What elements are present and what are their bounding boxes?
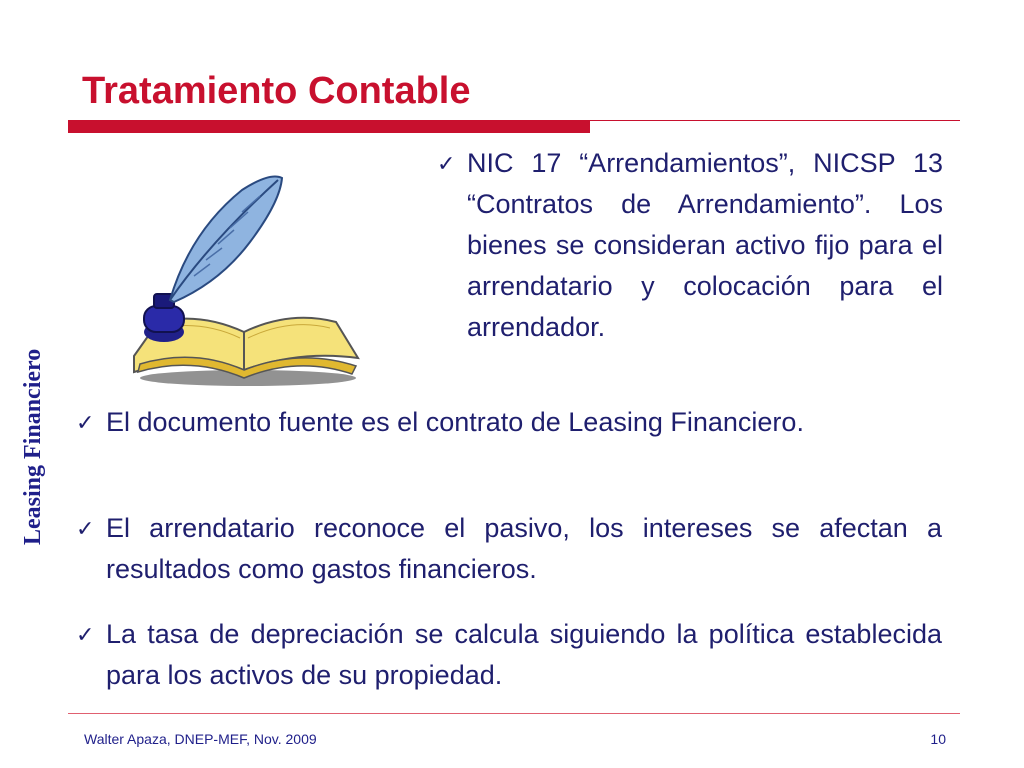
footer-divider bbox=[68, 713, 960, 714]
check-mark-icon: ✓ bbox=[76, 516, 95, 541]
check-mark-icon: ✓ bbox=[437, 151, 456, 176]
bullet-text: El documento fuente es el contrato de Leasing Financiero. bbox=[106, 407, 804, 437]
bullet-text: El arrendatario reconoce el pasivo, los intereses se afectan a resultados como gastos financieros. bbox=[106, 513, 942, 584]
bullet-item bbox=[437, 143, 943, 348]
bullet-item bbox=[76, 508, 942, 590]
check-mark-icon: ✓ bbox=[76, 410, 95, 435]
footer-author: Walter Apaza, DNEP-MEF, Nov. 2009 bbox=[84, 731, 317, 747]
slide-title: Tratamiento Contable bbox=[82, 70, 471, 112]
side-label-text: Leasing Financiero bbox=[20, 348, 46, 545]
quill-and-open-book-icon bbox=[130, 172, 366, 386]
check-mark-icon: ✓ bbox=[76, 622, 95, 647]
bullet-item bbox=[76, 402, 942, 443]
page-number: 10 bbox=[930, 731, 946, 747]
title-underline-bar bbox=[68, 121, 590, 133]
bullet-item bbox=[76, 614, 942, 696]
bullet-text: La tasa de depreciación se calcula siguiendo la política establecida para los activos de su propiedad. bbox=[106, 619, 942, 690]
bullet-text: NIC 17 “Arrendamientos”, NICSP 13 “Contratos de Arrendamiento”. Los bienes se consideran activo fijo para el arrendatario y colocación para el arrendador. bbox=[467, 148, 943, 342]
